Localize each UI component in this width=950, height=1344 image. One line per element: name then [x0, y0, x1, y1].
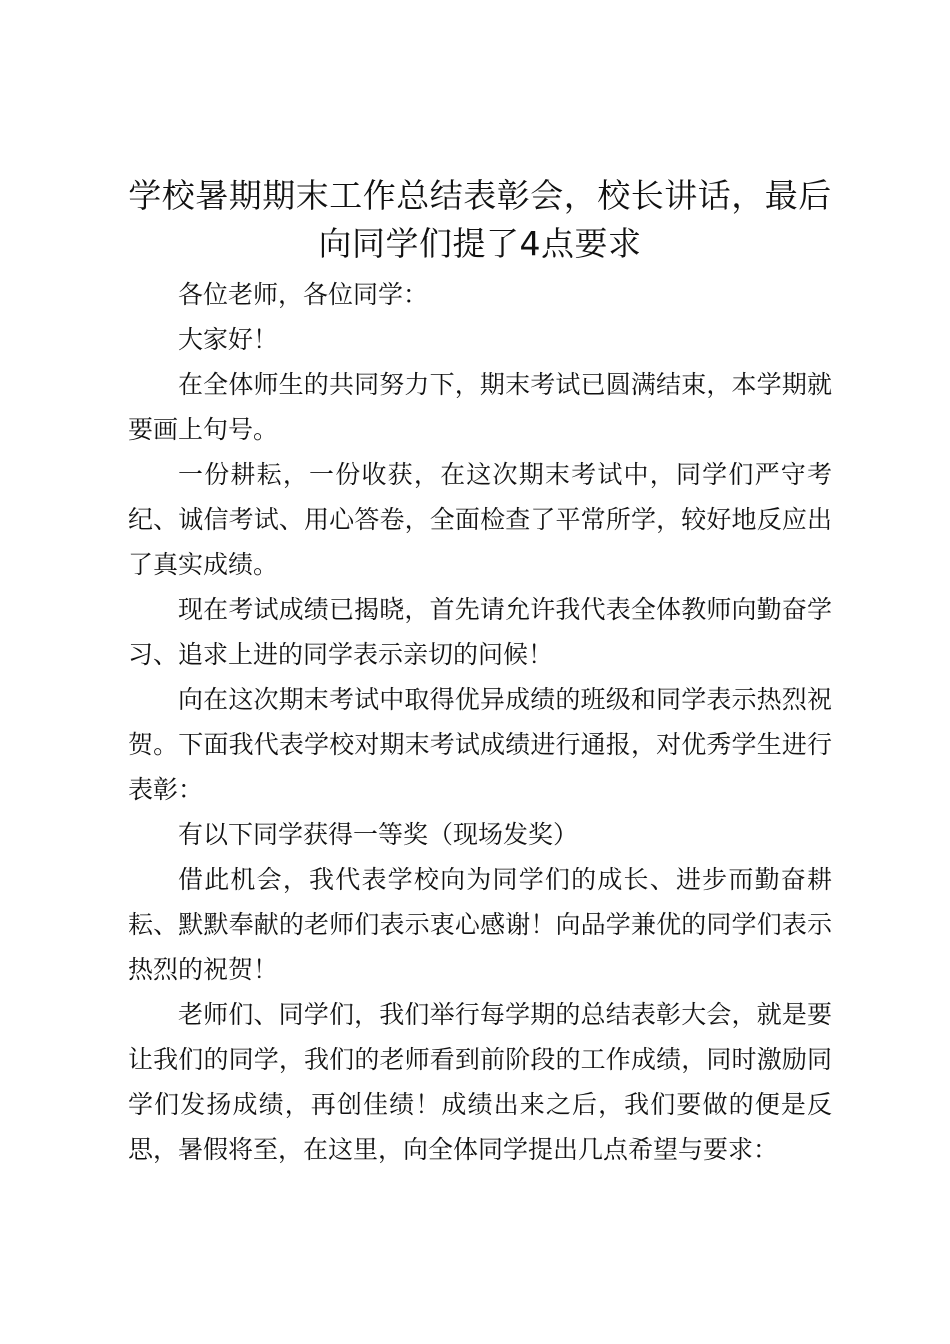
- paragraph: 向在这次期末考试中取得优异成绩的班级和同学表示热烈祝贺。下面我代表学校对期末考试成绩进行通报，对优秀学生进行表彰：: [128, 685, 832, 804]
- paragraph-greeting: 各位老师，各位同学：: [178, 280, 429, 309]
- document-page: [128, 172, 832, 1172]
- paragraph: 一份耕耘，一份收获，在这次期末考试中，同学们严守考纪、诚信考试、用心答卷，全面检查了平常所学，较好地反应出了真实成绩。: [128, 460, 832, 579]
- paragraph: 在全体师生的共同努力下，期末考试已圆满结束，本学期就要画上句号。: [128, 370, 832, 444]
- document-title: 学校暑期期末工作总结表彰会，校长讲话，最后向同学们提了4点要求: [128, 176, 832, 263]
- paragraph: 老师们、同学们，我们举行每学期的总结表彰大会，就是要让我们的同学，我们的老师看到前阶段的工作成绩，同时激励同学们发扬成绩，再创佳绩！成绩出来之后，我们要做的便是反思，暑假将至，在这里，向全体同学提出几点希望与要求：: [128, 1000, 832, 1164]
- paragraph: 有以下同学获得一等奖（现场发奖）: [178, 820, 579, 849]
- paragraph: 借此机会，我代表学校向为同学们的成长、进步而勤奋耕耘、默默奉献的老师们表示衷心感谢！向品学兼优的同学们表示热烈的祝贺！: [128, 865, 832, 984]
- paragraph-hello: 大家好！: [178, 325, 279, 354]
- paragraph: 现在考试成绩已揭晓，首先请允许我代表全体教师向勤奋学习、追求上进的同学表示亲切的问候！: [128, 595, 832, 669]
